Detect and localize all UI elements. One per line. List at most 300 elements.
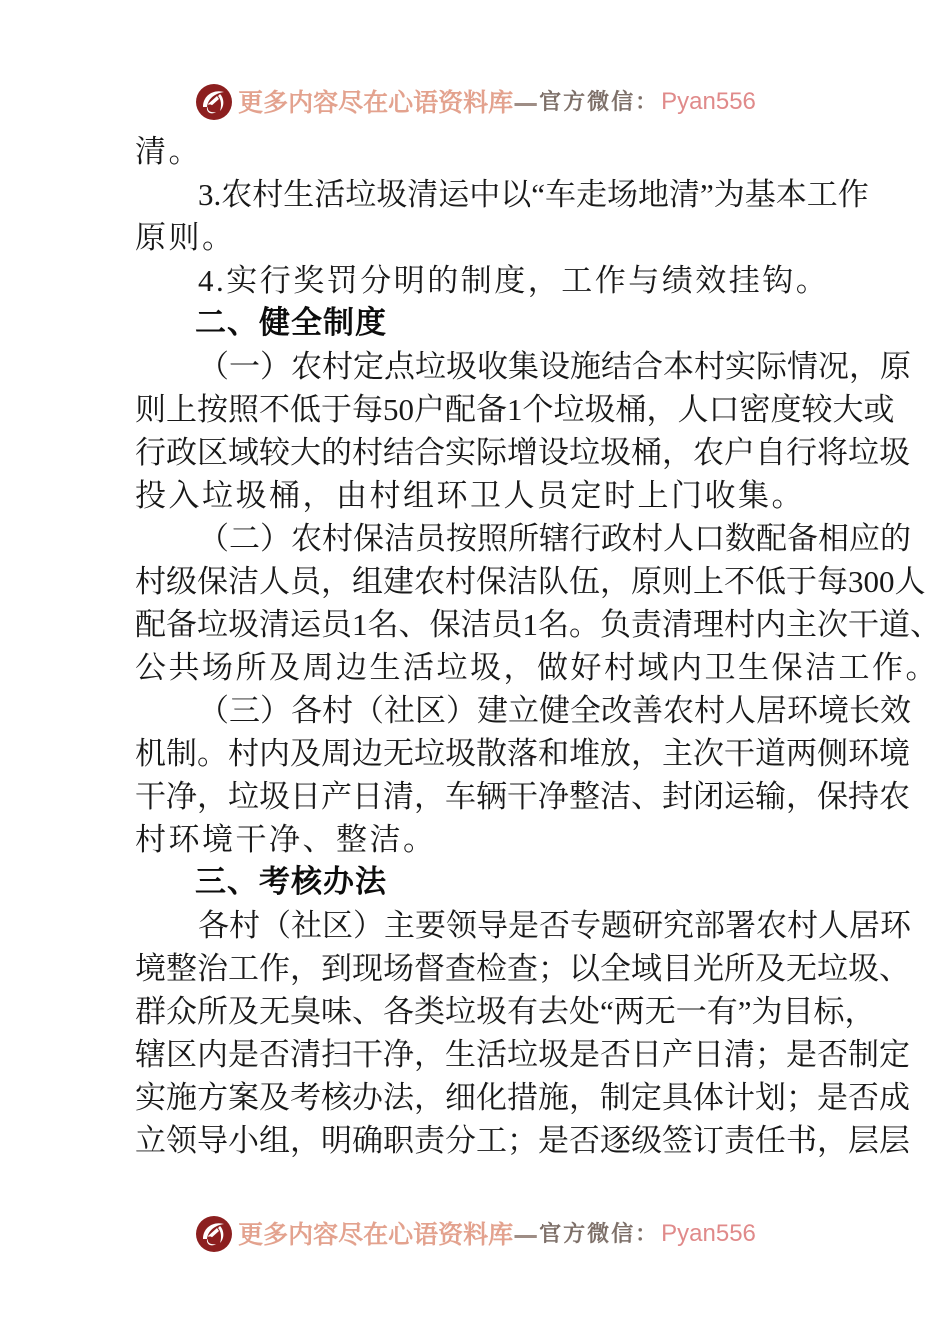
body-glyph: 主: [786, 607, 817, 642]
body-glyph: 上: [693, 564, 724, 599]
body-glyph: 有: [706, 994, 738, 1029]
body-glyph: 放: [600, 736, 631, 771]
body-glyph: 考: [290, 1080, 321, 1115]
body-glyph: 境: [818, 693, 849, 728]
body-glyph: 措: [507, 1080, 538, 1115]
body-glyph: 环: [848, 736, 879, 771]
body-glyph: 点: [384, 349, 415, 384]
body-glyph: 1: [352, 607, 368, 642]
body-glyph: 日: [352, 779, 383, 814]
body-glyph: 村: [787, 908, 818, 943]
body-glyph: 农: [663, 693, 694, 728]
body-glyph: 设: [538, 435, 569, 470]
body-glyph: 1: [507, 392, 523, 427]
body-glyph: 圾: [376, 177, 408, 212]
body-glyph: 农: [291, 349, 322, 384]
body-glyph: 村: [632, 521, 663, 556]
body-glyph: 部: [694, 908, 725, 943]
body-glyph: 次: [693, 736, 724, 771]
body-glyph: 备: [787, 521, 818, 556]
body-glyph: 两: [786, 736, 817, 771]
body-glyph: 施: [166, 1080, 197, 1115]
body-glyph: 无: [786, 951, 817, 986]
body-glyph: 应: [849, 521, 880, 556]
body-glyph: 圾: [476, 994, 507, 1029]
body-glyph: ）: [260, 521, 291, 556]
body-line: [135, 990, 876, 1033]
body-glyph: 定: [631, 1080, 662, 1115]
body-glyph: 村: [724, 607, 755, 642]
body-glyph: 农: [879, 779, 910, 814]
swirl-seal-logo-icon: [194, 82, 234, 122]
body-glyph: ，: [290, 951, 321, 986]
body-glyph: 责: [724, 1123, 755, 1158]
body-glyph: 村: [322, 349, 353, 384]
body-glyph: 定: [879, 1037, 910, 1072]
body-glyph: 效: [880, 693, 911, 728]
body-line: [135, 517, 911, 560]
body-line: [135, 947, 910, 990]
body-glyph: 题: [601, 908, 632, 943]
body-glyph: 任: [755, 1123, 786, 1158]
body-glyph: ，: [786, 779, 817, 814]
body-glyph: 制: [848, 1037, 879, 1072]
body-line: [135, 173, 869, 216]
body-glyph: ”: [700, 177, 714, 212]
body-glyph: 清: [383, 779, 414, 814]
body-glyph: 户: [724, 435, 755, 470]
body-glyph: 处: [569, 994, 600, 1029]
body-line: [135, 388, 895, 431]
body-glyph: 持: [848, 779, 879, 814]
body-glyph: 领: [446, 908, 477, 943]
body-glyph: 区: [322, 908, 353, 943]
body-glyph: 不: [259, 392, 290, 427]
body-glyph: 工: [476, 1123, 507, 1158]
body-glyph: 道: [755, 736, 786, 771]
body-glyph: 工: [228, 951, 259, 986]
body-glyph: 光: [693, 951, 724, 986]
body-glyph: 净: [538, 779, 569, 814]
body-glyph: 洁: [460, 607, 492, 642]
body-glyph: 群: [135, 994, 166, 1029]
body-glyph: 每: [817, 564, 848, 599]
body-glyph: 圾: [228, 607, 259, 642]
body-glyph: （: [198, 521, 229, 556]
body-glyph: 定: [353, 349, 384, 384]
body-glyph: 及: [228, 994, 259, 1029]
body-glyph: 员: [491, 607, 523, 642]
body-glyph: 垃: [197, 607, 228, 642]
body-glyph: ）: [446, 693, 477, 728]
body-glyph: 备: [476, 392, 507, 427]
body-glyph: 备: [166, 607, 197, 642]
body-line: [135, 732, 910, 775]
body-glyph: 际: [476, 435, 507, 470]
body-glyph: 保: [817, 779, 848, 814]
watermark-chinese-text: 更多内容尽在心语资料库: [238, 1219, 514, 1249]
body-glyph: 人: [818, 908, 849, 943]
body-glyph: 标: [813, 994, 845, 1029]
body-glyph: 自: [755, 435, 786, 470]
body-glyph: 洁: [600, 779, 631, 814]
body-line: [135, 1119, 910, 1162]
body-glyph: 保: [197, 564, 228, 599]
body-glyph: 伍: [569, 564, 600, 599]
body-glyph: 人: [259, 564, 290, 599]
body-glyph: 和: [538, 736, 569, 771]
body-glyph: 清: [407, 177, 439, 212]
body-glyph: 实: [135, 1080, 166, 1115]
body-line: 原则。: [135, 220, 236, 255]
body-glyph: 二: [229, 521, 260, 556]
body-glyph: 善: [632, 693, 663, 728]
body-glyph: 行: [570, 521, 601, 556]
body-glyph: 个: [522, 392, 554, 427]
body-glyph: 为: [751, 994, 783, 1029]
body-glyph: ；: [755, 1037, 786, 1072]
body-glyph: 全: [600, 951, 631, 986]
body-glyph: 员: [415, 521, 446, 556]
body-glyph: 农: [221, 177, 253, 212]
body-glyph: 目: [782, 994, 814, 1029]
body-glyph: 签: [662, 1123, 693, 1158]
body-glyph: 全: [570, 693, 601, 728]
body-line: [135, 775, 910, 818]
body-line: [135, 560, 926, 603]
body-glyph: 。: [569, 607, 600, 642]
body-glyph: 清: [669, 177, 701, 212]
body-glyph: 农: [756, 908, 787, 943]
body-glyph: 方: [197, 1080, 228, 1115]
body-glyph: 大: [290, 435, 321, 470]
body-glyph: 生: [445, 1037, 476, 1072]
body-glyph: 保: [353, 521, 384, 556]
body-glyph: 不: [724, 564, 755, 599]
body-glyph: 导: [477, 908, 508, 943]
body-line: [135, 603, 941, 646]
body-glyph: 化: [476, 1080, 507, 1115]
body-glyph: 农: [414, 564, 445, 599]
body-glyph: 以: [500, 177, 532, 212]
body-line: 清。: [135, 134, 202, 169]
body-glyph: 走: [576, 177, 608, 212]
body-glyph: 周: [321, 736, 352, 771]
body-glyph: 保: [429, 607, 461, 642]
body-line: [135, 431, 910, 474]
body-glyph: 农: [693, 435, 724, 470]
body-glyph: 督: [414, 951, 445, 986]
body-glyph: 密: [739, 392, 771, 427]
body-glyph: 辆: [476, 779, 507, 814]
body-glyph: ）: [353, 908, 384, 943]
body-glyph: 圾: [584, 392, 616, 427]
body-glyph: 集: [508, 349, 539, 384]
body-glyph: 组: [259, 1123, 290, 1158]
body-glyph: 散: [476, 736, 507, 771]
body-glyph: 合: [632, 349, 663, 384]
body-glyph: 三: [229, 693, 260, 728]
body-glyph: 垃: [415, 349, 446, 384]
body-glyph: 村: [135, 564, 166, 599]
body-glyph: 农: [291, 521, 322, 556]
body-glyph: 主: [384, 908, 415, 943]
body-glyph: （: [198, 349, 229, 384]
body-glyph: 清: [290, 1037, 321, 1072]
body-glyph: 运: [438, 177, 470, 212]
body-glyph: 人: [677, 392, 709, 427]
body-glyph: 垃: [848, 435, 879, 470]
document-body: [135, 130, 941, 1162]
body-glyph: 以: [569, 951, 600, 986]
body-glyph: 环: [880, 908, 911, 943]
body-glyph: 圾: [538, 1037, 569, 1072]
body-glyph: ，: [631, 736, 662, 771]
body-glyph: 众: [166, 994, 197, 1029]
body-glyph: 员: [321, 607, 352, 642]
body-glyph: 逐: [600, 1123, 631, 1158]
body-glyph: 案: [228, 1080, 259, 1115]
body-glyph: 口: [694, 521, 725, 556]
body-glyph: 整: [166, 951, 197, 986]
body-glyph: 无: [383, 736, 414, 771]
body-glyph: 桶: [615, 392, 647, 427]
body-line: [135, 345, 911, 388]
body-glyph: 、: [398, 607, 430, 642]
body-glyph: 行: [135, 435, 166, 470]
body-glyph: 建: [477, 693, 508, 728]
body-glyph: 臭: [290, 994, 321, 1029]
body-glyph: 运: [724, 779, 755, 814]
body-glyph: 中: [469, 177, 501, 212]
body-glyph: 较: [259, 435, 290, 470]
body-glyph: 域: [631, 951, 662, 986]
body-glyph: 所: [197, 994, 228, 1029]
body-glyph: 级: [166, 564, 197, 599]
body-glyph: 立: [508, 693, 539, 728]
body-glyph: 所: [508, 521, 539, 556]
body-glyph: （: [353, 693, 384, 728]
body-glyph: 人: [725, 693, 756, 728]
body-glyph: 小: [228, 1123, 259, 1158]
body-glyph: 、: [879, 951, 910, 986]
body-glyph: 干: [848, 607, 879, 642]
body-glyph: 各: [198, 908, 229, 943]
body-glyph: 侧: [817, 736, 848, 771]
body-glyph: 度: [770, 392, 802, 427]
body-glyph: 工: [806, 177, 838, 212]
body-glyph: 各: [383, 994, 414, 1029]
body-glyph: ，: [569, 1080, 600, 1115]
body-glyph: 一: [675, 994, 707, 1029]
body-glyph: 低: [290, 392, 321, 427]
body-glyph: 干: [352, 1037, 383, 1072]
body-glyph: 洁: [507, 564, 538, 599]
body-glyph: （: [198, 693, 229, 728]
body-glyph: 负: [600, 607, 631, 642]
body-glyph: 长: [849, 693, 880, 728]
body-glyph: “: [600, 994, 614, 1029]
body-glyph: 场: [607, 177, 639, 212]
body-glyph: 设: [539, 349, 570, 384]
body-glyph: 基: [744, 177, 776, 212]
body-glyph: 治: [197, 951, 228, 986]
body-glyph: 内: [259, 736, 290, 771]
body-glyph: 的: [880, 521, 911, 556]
body-glyph: 每: [352, 392, 383, 427]
body-glyph: 村: [445, 564, 476, 599]
body-glyph: 合: [414, 435, 445, 470]
body-glyph: 类: [414, 994, 445, 1029]
body-glyph: 体: [693, 1080, 724, 1115]
body-glyph: 健: [539, 693, 570, 728]
body-glyph: 产: [321, 779, 352, 814]
body-glyph: ，: [197, 779, 228, 814]
body-glyph: 地: [638, 177, 670, 212]
body-glyph: 人: [894, 564, 926, 599]
body-glyph: 相: [818, 521, 849, 556]
body-glyph: 两: [613, 994, 645, 1029]
body-glyph: 垃: [553, 392, 585, 427]
body-glyph: 垃: [414, 736, 445, 771]
body-glyph: 或: [863, 392, 895, 427]
body-glyph: 去: [538, 994, 569, 1029]
body-glyph: 日: [631, 1037, 662, 1072]
body-glyph: 整: [569, 779, 600, 814]
swirl-seal-logo-icon: [194, 1214, 234, 1254]
body-glyph: 目: [662, 951, 693, 986]
body-glyph: 具: [662, 1080, 693, 1115]
body-glyph: 名: [367, 607, 399, 642]
body-glyph: 研: [632, 908, 663, 943]
body-glyph: 配: [756, 521, 787, 556]
body-glyph: ；: [538, 951, 569, 986]
body-glyph: 确: [352, 1123, 383, 1158]
body-glyph: 垃: [507, 1037, 538, 1072]
body-glyph: 落: [507, 736, 538, 771]
body-glyph: 人: [663, 521, 694, 556]
body-glyph: ，: [600, 564, 631, 599]
body-glyph: 有: [507, 994, 538, 1029]
watermark-header: [0, 82, 950, 122]
watermark-wechat-label: 官方微信：: [539, 89, 660, 115]
body-glyph: 划: [755, 1080, 786, 1115]
body-glyph: 导: [197, 1123, 228, 1158]
body-glyph: 作: [837, 177, 869, 212]
body-glyph: ，: [290, 1123, 321, 1158]
body-glyph: 计: [724, 1080, 755, 1115]
body-glyph: 村: [352, 435, 383, 470]
body-glyph: 圾: [879, 435, 910, 470]
body-glyph: 队: [538, 564, 569, 599]
body-glyph: 照: [228, 392, 259, 427]
body-glyph: 边: [352, 736, 383, 771]
body-glyph: 洁: [384, 521, 415, 556]
body-glyph: 50: [383, 392, 414, 427]
body-line: 公共场所及周边生活垃圾，做好村域内卫生保洁工作。: [135, 650, 939, 685]
body-glyph: 干: [724, 736, 755, 771]
watermark-chinese-text: 更多内容尽在心语资料库: [238, 87, 514, 117]
body-glyph: 垃: [569, 435, 600, 470]
body-glyph: 干: [507, 779, 538, 814]
body-glyph: 明: [321, 1123, 352, 1158]
body-line: [135, 1076, 910, 1119]
body-glyph: 封: [662, 779, 693, 814]
body-glyph: 际: [756, 349, 787, 384]
body-line: 村环境干净、整洁。: [135, 822, 437, 857]
body-glyph: 是: [817, 1080, 848, 1115]
body-glyph: ）: [260, 693, 291, 728]
body-glyph: 及: [290, 736, 321, 771]
body-glyph: 于: [786, 564, 817, 599]
body-glyph: 垃: [345, 177, 377, 212]
body-glyph: 垃: [445, 994, 476, 1029]
body-glyph: 洁: [228, 564, 259, 599]
body-glyph: 是: [538, 1123, 569, 1158]
body-glyph: 机: [135, 736, 166, 771]
body-glyph: 区: [197, 435, 228, 470]
body-glyph: 居: [849, 908, 880, 943]
body-glyph: 到: [321, 951, 352, 986]
body-glyph: 署: [725, 908, 756, 943]
body-glyph: 圾: [600, 435, 631, 470]
body-line: 投入垃圾桶，由村组环卫人员定时上门收集。: [135, 478, 805, 513]
body-glyph: 社: [384, 693, 415, 728]
body-glyph: 究: [663, 908, 694, 943]
body-glyph: ，: [321, 564, 352, 599]
body-glyph: 施: [538, 1080, 569, 1115]
body-glyph: 按: [446, 521, 477, 556]
body-glyph: 建: [383, 564, 414, 599]
body-glyph: 及: [259, 1080, 290, 1115]
body-glyph: 社: [291, 908, 322, 943]
body-glyph: 的: [321, 435, 352, 470]
body-glyph: 实: [725, 349, 756, 384]
body-glyph: 是: [508, 908, 539, 943]
body-glyph: 车: [545, 177, 577, 212]
body-glyph: 则: [662, 564, 693, 599]
body-glyph: 口: [708, 392, 740, 427]
body-glyph: 照: [477, 521, 508, 556]
body-glyph: 结: [383, 435, 414, 470]
body-glyph: 政: [601, 521, 632, 556]
body-glyph: ，: [662, 435, 693, 470]
body-glyph: 理: [693, 607, 724, 642]
body-glyph: 活: [314, 177, 346, 212]
body-glyph: 村: [322, 693, 353, 728]
body-glyph: 上: [166, 392, 197, 427]
body-glyph: 垃: [228, 779, 259, 814]
body-glyph: 圾: [848, 951, 879, 986]
body-glyph: 无: [644, 994, 676, 1029]
body-glyph: 行: [786, 435, 817, 470]
body-glyph: 制: [166, 736, 197, 771]
body-glyph: 内: [197, 1037, 228, 1072]
body-glyph: 堆: [569, 736, 600, 771]
body-glyph: 300: [848, 564, 895, 599]
body-line: [135, 1033, 910, 1076]
body-glyph: 村: [322, 521, 353, 556]
body-glyph: 施: [570, 349, 601, 384]
body-glyph: 输: [755, 779, 786, 814]
body-glyph: 否: [259, 1037, 290, 1072]
body-glyph: 办: [352, 1080, 383, 1115]
body-glyph: 居: [756, 693, 787, 728]
body-glyph: 环: [787, 693, 818, 728]
section-heading: 三、考核办法: [195, 864, 387, 900]
body-glyph: 责: [631, 607, 662, 642]
body-glyph: 村: [229, 908, 260, 943]
